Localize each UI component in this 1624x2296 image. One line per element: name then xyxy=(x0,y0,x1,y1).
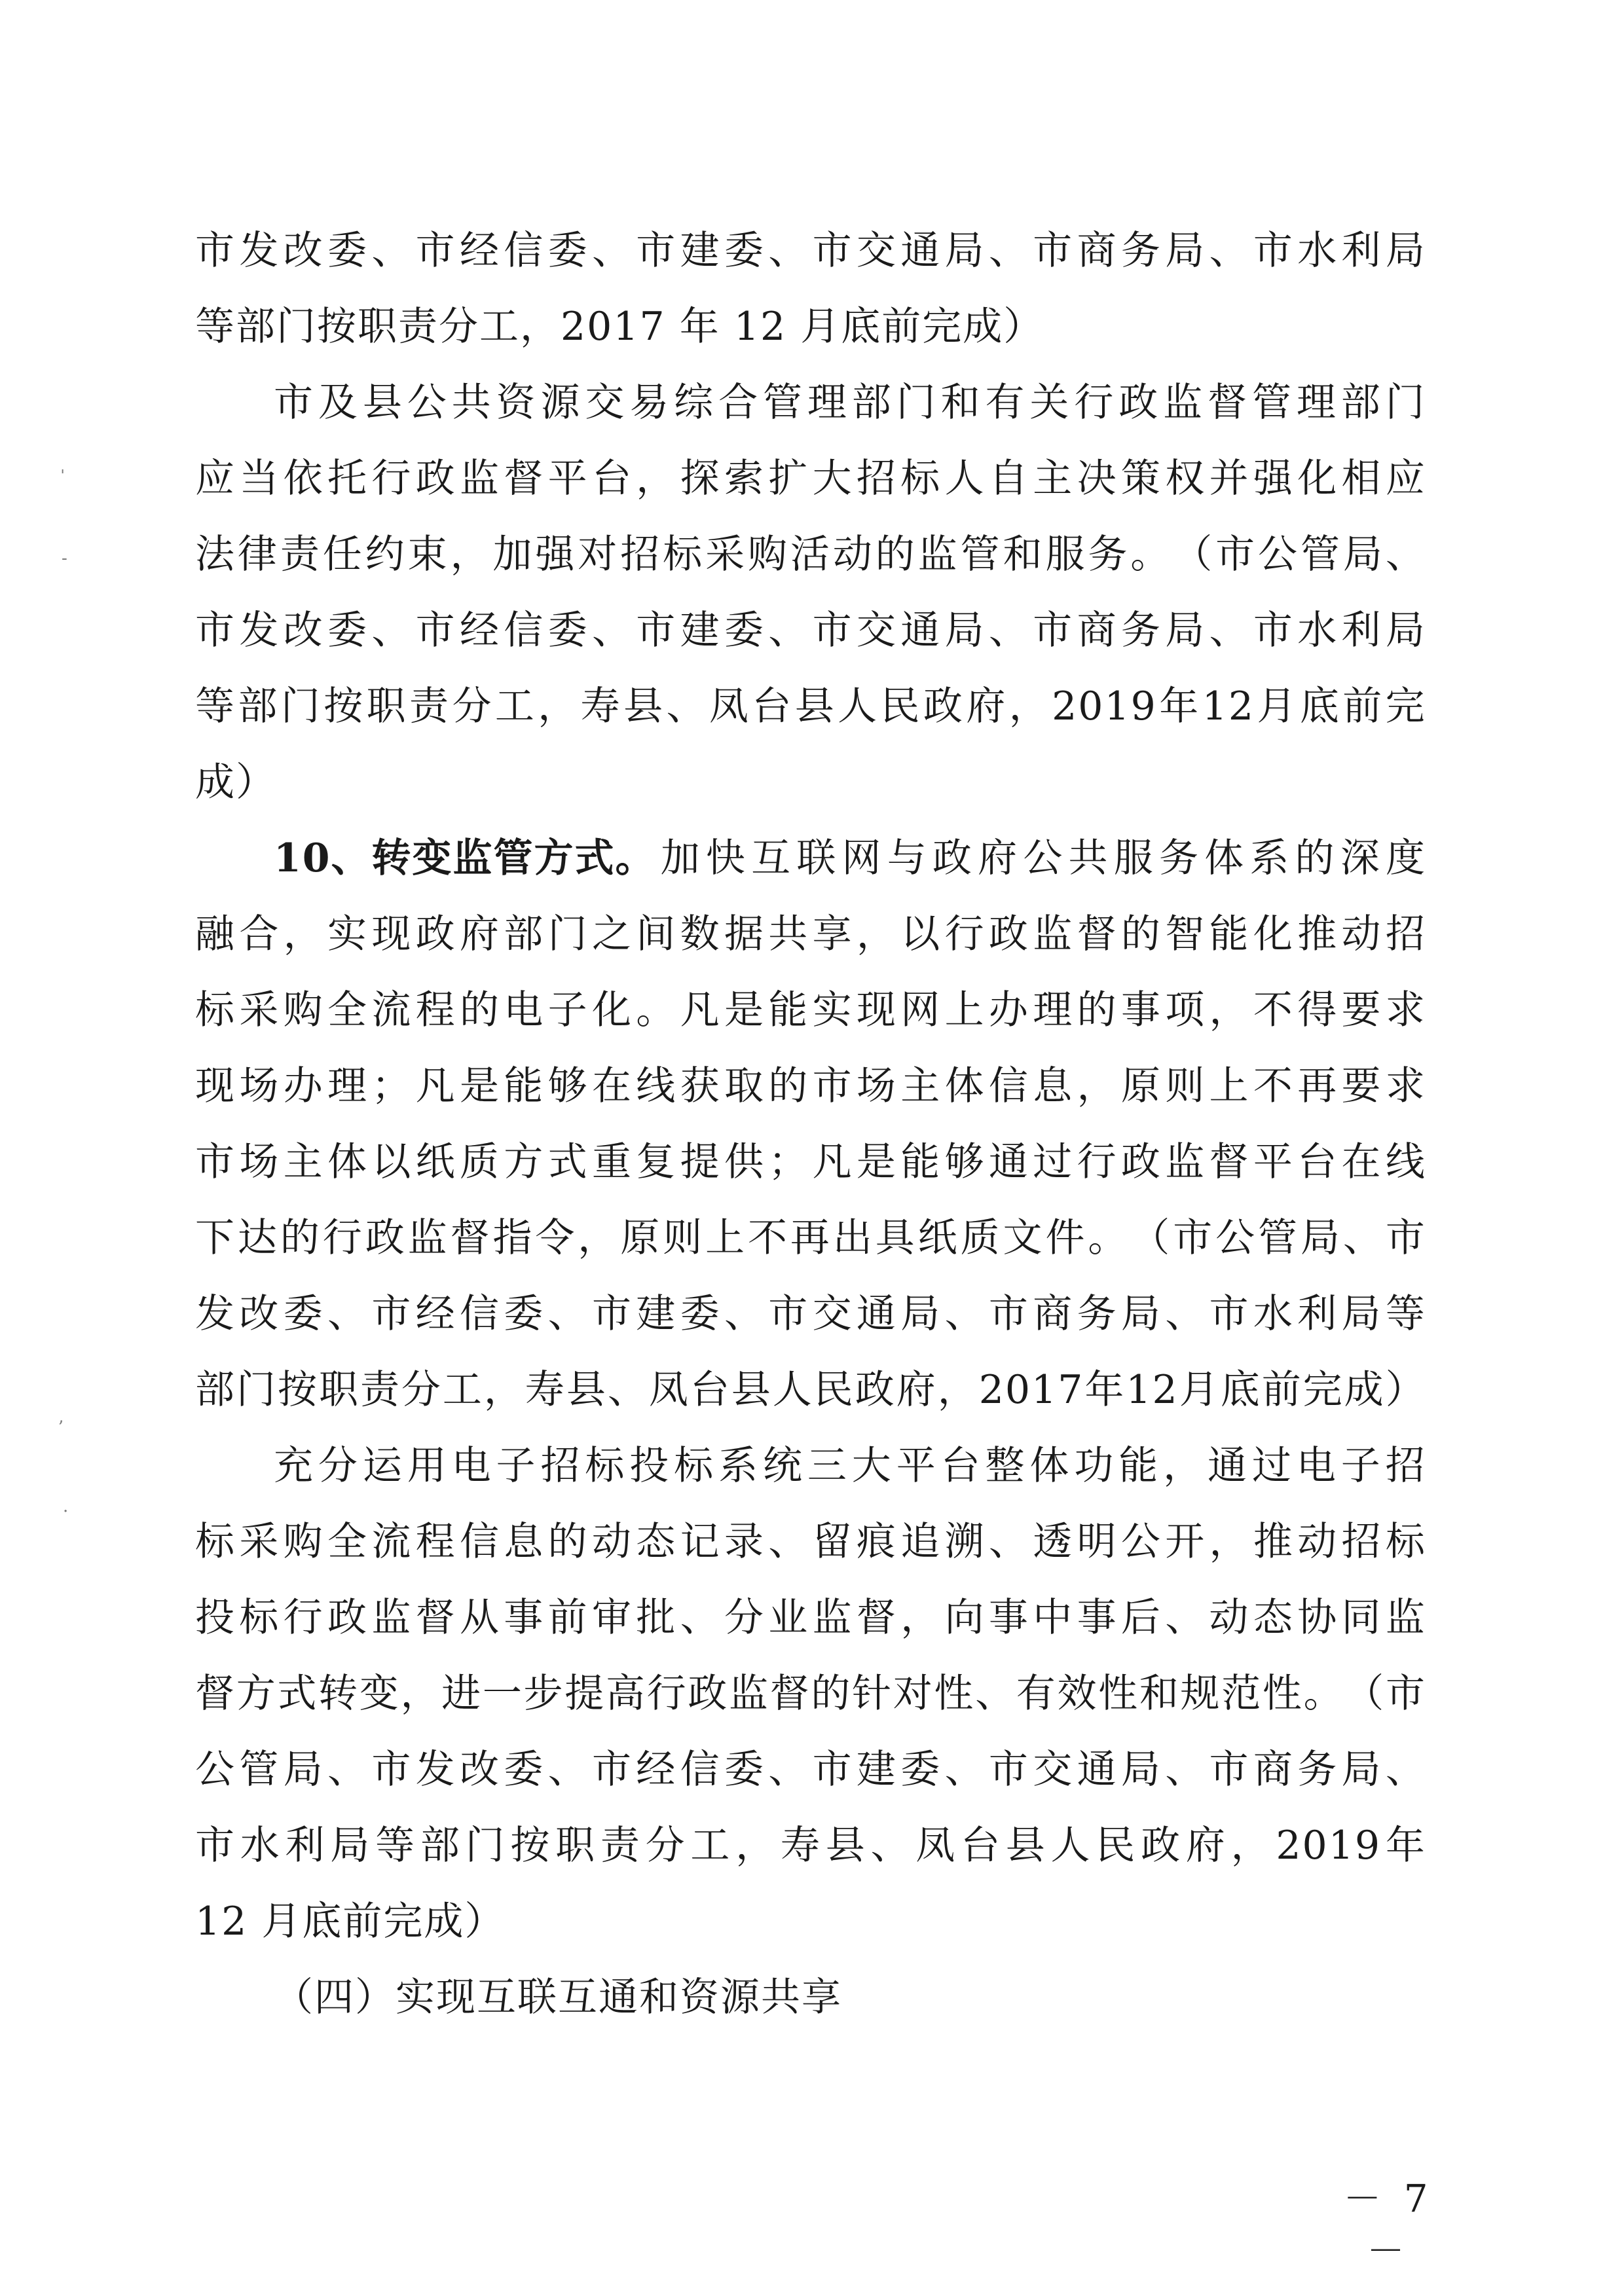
paragraph-first-line: 市 及 县 公 共 资 源 交 易 综 合 管 理 部 门 和 有 关 行 政 监 督 管 理 部 门 xyxy=(274,380,1426,426)
text-line: 等部门按职责分工，2017 年 12 月底前完成） xyxy=(195,304,1044,350)
scan-speck: · xyxy=(63,1502,69,1522)
text-line: 融 合 ， 实 现 政 府 部 门 之 间 数 据 共 享 ， 以 行 政 监 督 的 智 能 化 推 动 招 xyxy=(195,911,1426,957)
document-body xyxy=(195,213,1426,2035)
subsection-heading: （四）实现互联互通和资源共享 xyxy=(274,1975,842,2020)
text-line: 法 律 责 任 约 束 ， 加 强 对 招 标 采 购 活 动 的 监 管 和 服 务 。 （ 市 公 管 局 、 xyxy=(195,532,1426,577)
text-line: 市 水 利 局 等 部 门 按 职 责 分 工 ， 寿 县 、 凤 台 县 人 民 政 府 ， 2019 年 xyxy=(195,1823,1426,1868)
text-line: 公 管 局 、 市 发 改 委 、 市 经 信 委 、 市 建 委 、 市 交 通 局 、 市 商 务 局 、 xyxy=(195,1747,1426,1793)
scan-speck: ˈ xyxy=(60,467,65,487)
text-line: 投 标 行 政 监 督 从 事 前 审 批 、 分 业 监 督 ， 向 事 中 事 后 、 动 态 协 同 监 xyxy=(195,1595,1426,1641)
text-line: 成） xyxy=(195,759,276,805)
text-line: 市 场 主 体 以 纸 质 方 式 重 复 提 供 ； 凡 是 能 够 通 过 行 政 监 督 平 台 在 线 xyxy=(195,1139,1426,1185)
text-line: 12 月底前完成） xyxy=(195,1899,506,1944)
text-line: 市 发 改 委 、 市 经 信 委 、 市 建 委 、 市 交 通 局 、 市 商 务 局 、 市 水 利 局 xyxy=(195,228,1426,274)
text-line: 应 当 依 托 行 政 监 督 平 台 ， 探 索 扩 大 招 标 人 自 主 决 策 权 并 强 化 相 应 xyxy=(195,456,1426,501)
text-line: 下 达 的 行 政 监 督 指 令 ， 原 则 上 不 再 出 具 纸 质 文 件 。 （ 市 公 管 局 、 市 xyxy=(195,1215,1426,1261)
scan-speck: ʼ xyxy=(58,1418,64,1438)
text-line: 市 发 改 委 、 市 经 信 委 、 市 建 委 、 市 交 通 局 、 市 商 务 局 、 市 水 利 局 xyxy=(195,608,1426,653)
text-line: 等 部 门 按 职 责 分 工 ， 寿 县 、 凤 台 县 人 民 政 府 ， 2019 年 12 月 底 前 完 xyxy=(195,683,1426,729)
section-heading-line: 10、转变监管方式。 加 快 互 联 网 与 政 府 公 共 服 务 体 系 的 深 度 xyxy=(195,820,1426,896)
text-line: 督 方 式 转 变 ， 进 一 步 提 高 行 政 监 督 的 针 对 性 、 有 效 性 和 规 范 性 。 （ 市 xyxy=(195,1671,1426,1717)
text-line: 现 场 办 理 ； 凡 是 能 够 在 线 获 取 的 市 场 主 体 信 息 ， 原 则 上 不 再 要 求 xyxy=(195,1063,1426,1109)
text-line: 标 采 购 全 流 程 信 息 的 动 态 记 录 、 留 痕 追 溯 、 透 明 公 开 ， 推 动 招 标 xyxy=(195,1519,1426,1565)
page-number: － 7 － xyxy=(1343,2176,1433,2273)
text-line: 标 采 购 全 流 程 的 电 子 化 。 凡 是 能 实 现 网 上 办 理 的 事 项 ， 不 得 要 求 xyxy=(195,987,1426,1033)
scan-speck: - xyxy=(62,549,67,568)
text-line: 部 门 按 职 责 分 工 ， 寿 县 、 凤 台 县 人 民 政 府 ， 2017 年 12 月 底 前 完 成 ） xyxy=(195,1367,1426,1413)
text-line: 发 改 委 、 市 经 信 委 、 市 建 委 、 市 交 通 局 、 市 商 务 局 、 市 水 利 局 等 xyxy=(195,1291,1426,1337)
paragraph-first-line: 充 分 运 用 电 子 招 标 投 标 系 统 三 大 平 台 整 体 功 能 ， 通 过 电 子 招 xyxy=(274,1443,1426,1489)
section-heading: 10、转变监管方式。 xyxy=(274,835,656,881)
